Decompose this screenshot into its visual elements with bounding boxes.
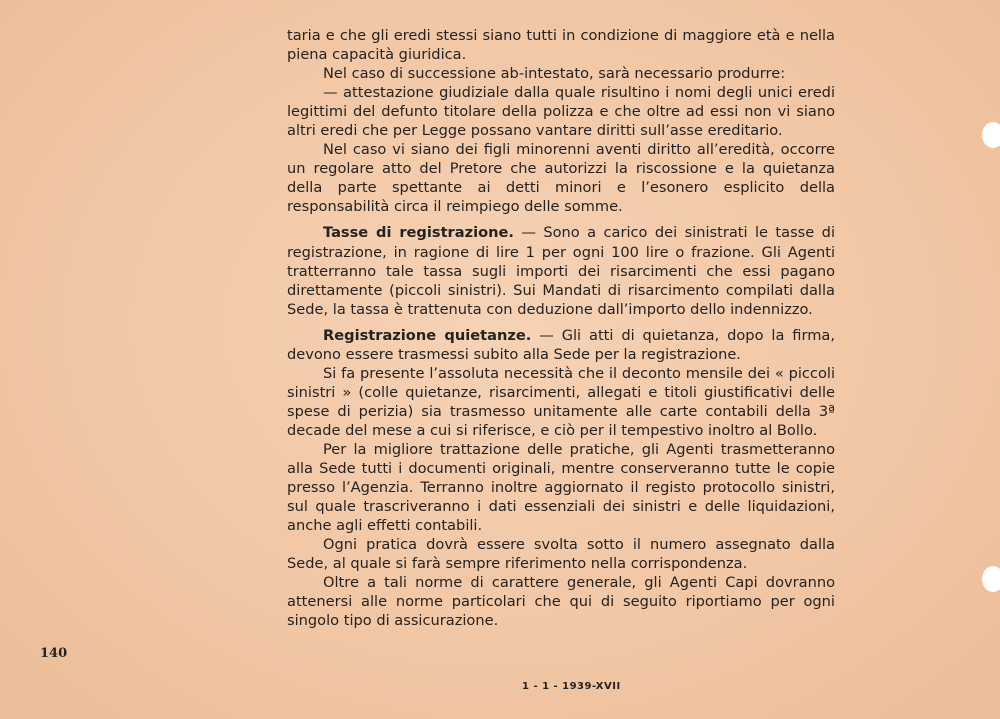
paragraph: Nel caso vi siano dei figli minorenni aventi diritto all’eredità, occorre un regolare atto del Pretore che autorizzi la riscossione e la quietanza della parte spettante ai detti minori e l’esonero esplicito della responsabilità circa il reimpiego delle somme. [287,141,835,216]
paragraph: Per la migliore trattazione delle pratiche, gli Agenti trasmetteranno alla Sede tutti i documenti originali, mentre conserveranno tutte le copie presso l’Agenzia. Terranno inoltre aggiornato il registo protocollo sinistri, sul quale trascriveranno i dati essenziali dei sinistri e delle liquidazioni, anche agli effetti contabili. [287,440,835,535]
paragraph: Oltre a tali norme di carattere generale, gli Agenti Capi dovranno attenersi alle norme particolari che qui di seguito riportiamo per ogni singolo tipo di assicurazione. [287,574,835,630]
body-text [287,26,835,630]
section-heading: Tasse di registrazione. [323,224,514,242]
section-heading: Registrazione quietanze. [323,326,532,344]
paragraph: Nel caso di successione ab-intestato, sarà necessario produrre: [323,65,786,83]
punch-hole [982,122,1000,148]
page-number: 140 [40,646,68,661]
punch-hole [982,566,1000,592]
paragraph: Si fa presente l’assoluta necessità che il deconto mensile dei « piccoli sinistri » (colle quietanze, risarcimenti, allegati e titoli giustificativi delle spese di perizia) sia trasmesso unitamente alle carte contabili della 3ª decade del mese a cui si riferisce, e ciò per il tempestivo inoltro al Bollo. [287,364,835,439]
paragraph: — attestazione giudiziale dalla quale risultino i nomi degli unici eredi legittimi del defunto titolare della polizza e che oltre ad essi non vi siano altri eredi che per Legge possano vantare diritti sull’asse ereditario. [287,84,835,140]
paragraph: Ogni pratica dovrà essere svolta sotto il numero assegnato dalla Sede, al quale si farà sempre riferimento nella corrispondenza. [287,536,835,573]
paragraph-registrazione-quietanze: Registrazione quietanze. — Gli atti di quietanza, dopo la firma, devono essere trasmessi subito alla Sede per la registrazione. [287,326,836,363]
paragraph-tasse-registrazione: Tasse di registrazione. — Sono a carico dei sinistrati le tasse di registrazione, in ragione di lire 1 per ogni 100 lire o frazione. Gli Agenti tratterranno tale tassa sugli importi dei risarcimenti che essi pagano direttamente (piccoli sinistri). Sui Mandati di risarcimento compilati dalla Sede, la tassa è trattenuta con deduzione dall’importo dello indennizzo. [287,224,835,318]
paragraph: taria e che gli eredi stessi siano tutti in condizione di maggiore età e nella piena capacità giuridica. [287,27,835,64]
footer-date: 1 - 1 - 1939-XVII [522,681,621,692]
